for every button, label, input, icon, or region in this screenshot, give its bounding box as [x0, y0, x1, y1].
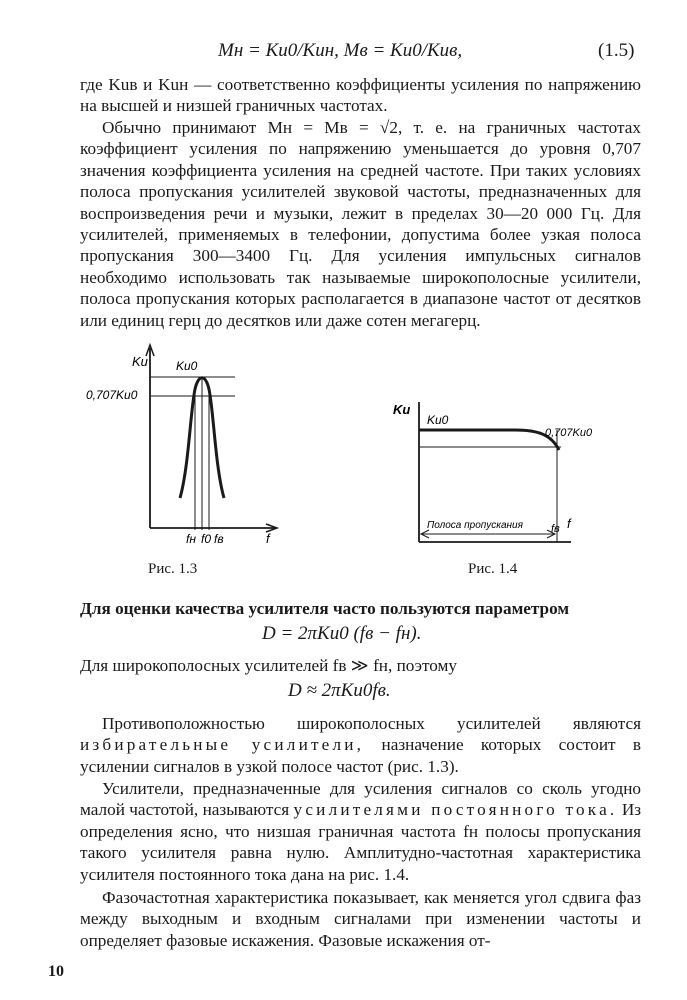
paragraph-wideband: Для широкополосных усилителей fв ≫ fн, поэтому: [80, 656, 457, 675]
formula-D-approx: D ≈ 2πKu0fв.: [288, 680, 391, 701]
figure-1-4: [385, 390, 615, 550]
paragraph-where: где Kuв и Kuн — соответственно коэффициенты усиления по напряжению на высшей и низшей граничных частотах.: [80, 75, 641, 116]
paragraph-typical: Обычно принимают Mн = Mв = √2, т. е. на граничных частотах коэффициент усиления по напряжению уменьшается до уровня 0,707 значения коэффициента усиления на средней частоте. При таких условиях полоса пропускания усилителей звуковой частоты, предназначенных для воспроизведения речи и музыки, лежит в пределах 30—20 000 Гц. Для усилителей, применяемых в телефонии, допустима более узкая полоса пропускания 300—3400 Гц. Для усиления импульсных сигналов необходимо использовать так называемые широкополосные усилители, полоса пропускания которых располагается в диапазоне частот от десятков или единиц герц до десятков или даже сотен мегагерц.: [80, 118, 641, 330]
selective-text-after: назначение которых состоит в усилении сигналов в узкой полосе частот (рис. 1.3).: [80, 735, 641, 776]
dc-text-after: Из определения ясно, что низшая граничная частота fн полосы пропускания такого усилителя равна нулю. Амплитудно-частотная характеристика усилителя постоянного тока дана на рис. 1.4.: [80, 800, 642, 884]
fig14-band-label: Полоса пропускания: [427, 520, 523, 531]
fig13-x-label: f: [266, 531, 270, 546]
paragraph-dc: [80, 778, 641, 885]
fig14-level-label: Ku0: [427, 413, 449, 427]
fig13-y-label: Ku: [132, 354, 148, 369]
formula-1-5: Mн = Ku0/Kuн, Mв = Ku0/Kuв,: [218, 40, 463, 61]
paragraph-quality: Для оценки качества усилителя часто пользуются параметром: [80, 599, 570, 618]
selective-text-before: Противоположностью широкополосных усилителей являются: [102, 714, 641, 733]
fig13-tick-fv: fв: [214, 532, 224, 546]
equation-number: (1.5): [598, 40, 635, 61]
fig13-tick-f0: f0: [201, 532, 212, 546]
fig13-level-label: 0,707Ku0: [86, 388, 138, 402]
page-number: 10: [48, 963, 64, 980]
paragraph-phase: Фазочастотная характеристика показывает, как меняется угол сдвига фаз между выходным и входным сигналами при изменении частоты и определяет фазовые искажения. Фазовые искажения от-: [80, 888, 641, 950]
fig14-end-label: 0,707Ku0: [545, 427, 593, 439]
figure-1-3: [80, 340, 290, 550]
paragraph-selective: [80, 713, 641, 777]
selective-term: избирательные усилители,: [80, 735, 365, 755]
dc-text-before: Усилители, предназначенные для усиления сигналов со сколь угодно малой частотой, называются: [80, 779, 641, 820]
fig14-y-label: Ku: [393, 402, 411, 417]
fig13-tick-fn: fн: [186, 532, 196, 546]
fig13-peak-label: Ku0: [176, 359, 198, 373]
fig14-x-label: f: [567, 516, 571, 531]
formula-D: D = 2πKu0 (fв − fн).: [262, 623, 422, 644]
caption-fig-1-3: Рис. 1.3: [148, 561, 198, 577]
caption-fig-1-4: Рис. 1.4: [468, 561, 518, 577]
dc-term: усилителями постоянного тока.: [293, 800, 618, 820]
fig14-tick-fv: fв: [551, 523, 560, 535]
